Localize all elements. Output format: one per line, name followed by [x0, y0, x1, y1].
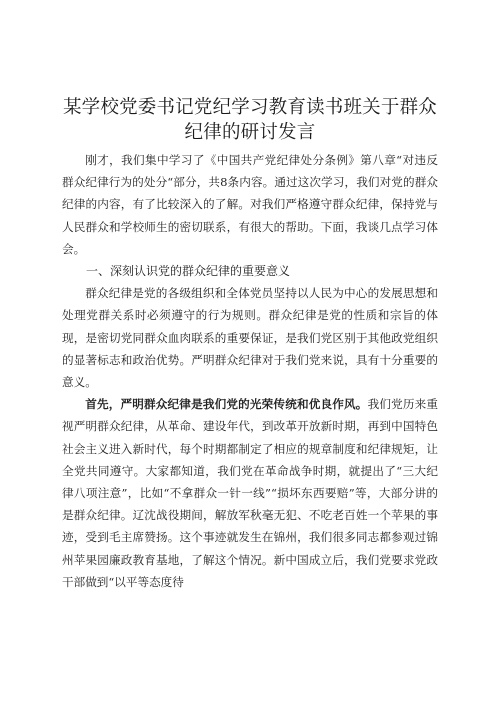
document-title — [62, 95, 438, 145]
section-1-paragraph: 群众纪律是党的各级组织和全体党员坚持以人民为中心的发展思想和处理党群关系时必须遵守的行为规则。群众纪律是党的性质和宗旨的体现，是密切党同群众血肉联系的重要保证，是我们党区别于其他政党组织的显著标志和政治优势。严明群众纪律对于我们党来说，具有十分重要的意义。 — [62, 286, 438, 390]
point-1-paragraph — [62, 393, 438, 593]
point-1-text: 我们党历来重视严明群众纪律，从革命、建设年代，到改革开放新时期，再到中国特色社会主义进入新时代，每个时期都制定了相应的规章制度和纪律规矩，让全党共同遵守。大家都知道，我们党在革命战争时期，就提出了“三大纪律八项注意”，比如“不拿群众一针一线”“损坏东西要赔”等，大部分讲的是群众纪律。辽沈战役期间，解放军秋毫无犯、不吃老百姓一个苹果的事迹，受到毛主席赞扬。这个事迹就发生在锦州，我们很多同志都参观过锦州苹果园廉政教育基地，了解这个情况。新中国成立后，我们党要求党政干部做到“以平等态度待 — [62, 397, 438, 589]
section-heading-1: 一、深刻认识党的群众纪律的重要意义 — [86, 264, 291, 279]
point-1-lead: 首先，严明群众纪律是我们党的光荣传统和优良作风。 — [85, 397, 368, 412]
title-line-1: 某学校党委书记党纪学习教育读书班关于群众 — [62, 97, 437, 118]
intro-paragraph: 刚才，我们集中学习了《中国共产党纪律处分条例》第八章“对违反群众纪律行为的处分“部分，共8条内容。通过这次学习，我们对党的群众纪律的内容，有了比较深入的了解。对我们严格遵守群众纪律，保持党与人民群众和学校师生的密切联系，有很大的帮助。下面，我谈几点学习体会。 — [62, 153, 438, 256]
title-line-2: 纪律的研讨发言 — [184, 122, 316, 143]
